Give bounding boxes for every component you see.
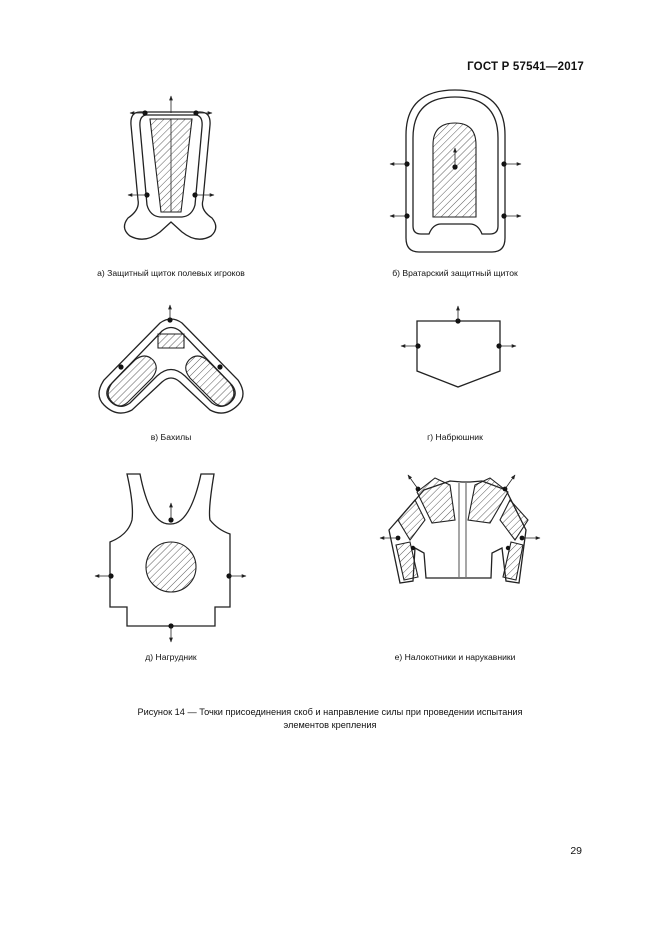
caption-figure-d: г) Набрюшник: [427, 432, 483, 442]
figure-caption-line1: Рисунок 14 — Точки присоединения скоб и направление силы при проведении испытания: [137, 707, 523, 717]
caption-figure-c: в) Бахилы: [150, 432, 192, 442]
figure-caption-line2: элементов крепления: [283, 720, 377, 730]
caption-figure-f: е) Налокотники и нарукавники: [394, 652, 516, 662]
figure-caption: [60, 706, 600, 732]
caption-figure-b: б) Вратарский защитный щиток: [392, 268, 518, 278]
standard-number: ГОСТ Р 57541—2017: [467, 61, 584, 73]
caption-figure-e: д) Нагрудник: [145, 652, 197, 662]
page-number: 29: [570, 845, 582, 857]
caption-figure-a: а) Защитный щиток полевых игроков: [97, 268, 245, 278]
